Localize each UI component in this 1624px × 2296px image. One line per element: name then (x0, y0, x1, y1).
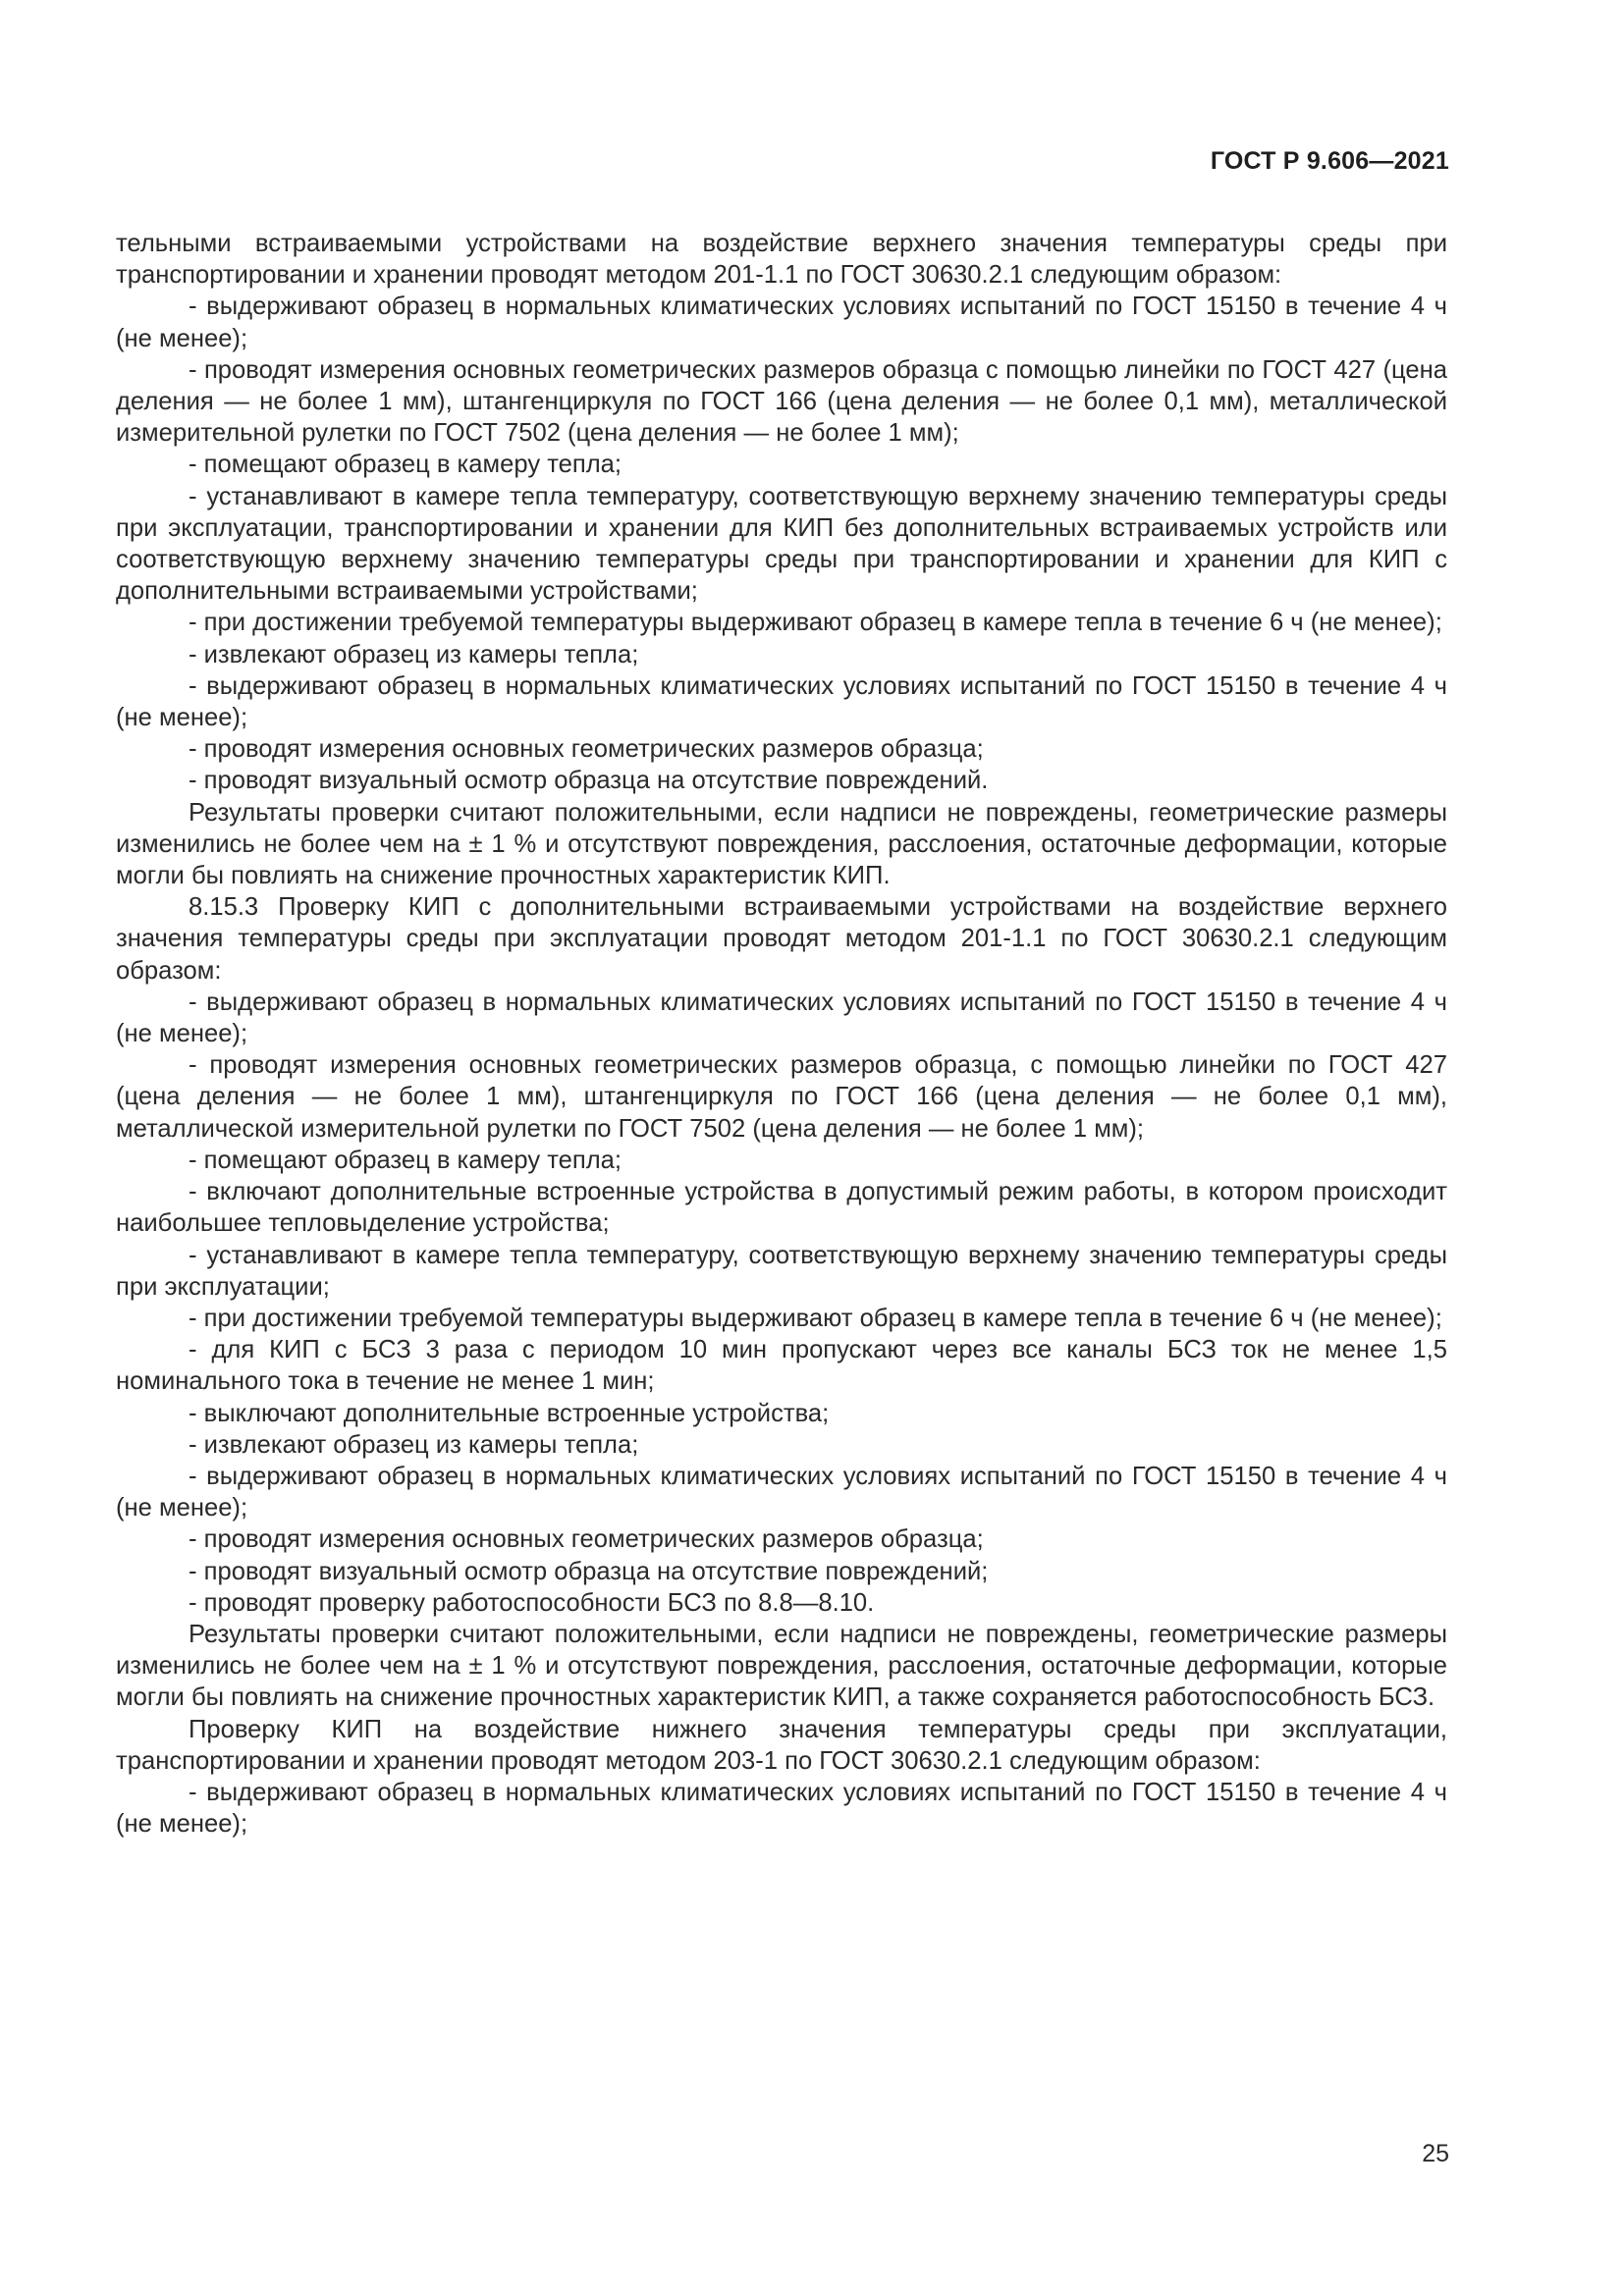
list-item: - проводят проверку работоспособности БСЗ по 8.8—8.10. (189, 1588, 875, 1617)
list-item: - помещают образец в камеру тепла; (189, 1146, 623, 1174)
results-paragraph: Результаты проверки считают положительными, если надписи не повреждены, геометрические размеры изменились не более чем на ± 1 % и отсутствуют повреждения, расслоения, остаточные деформации, которые могли бы повлиять на снижение прочностных характеристик КИП. (116, 798, 1447, 890)
results-paragraph: Результаты проверки считают положительными, если надписи не повреждены, геометрические размеры изменились не более чем на ± 1 % и отсутствуют повреждения, расслоения, остаточные деформации, которые могли бы повлиять на снижение прочностных характеристик КИП, а также сохраняется работоспособность БСЗ. (116, 1620, 1447, 1712)
list-item: - выключают дополнительные встроенные устройства; (189, 1399, 830, 1427)
document-body (116, 228, 1447, 1840)
list-item: - для КИП с БСЗ 3 раза с периодом 10 мин пропускают через все каналы БСЗ ток не менее 1,5 номинального тока в течение не менее 1 мин; (116, 1336, 1447, 1396)
list-item: - выдерживают образец в нормальных климатических условиях испытаний по ГОСТ 15150 в течение 4 ч (не менее); (116, 293, 1447, 352)
standard-id: ГОСТ Р 9.606—2021 (1210, 147, 1449, 175)
list-item: - выдерживают образец в нормальных климатических условиях испытаний по ГОСТ 15150 в течение 4 ч (не менее); (116, 1462, 1447, 1522)
document-header (1211, 147, 1449, 176)
list-item: - проводят измерения основных геометрических размеров образца с помощью линейки по ГОСТ 427 (цена деления — не более 1 мм), штангенциркуля по ГОСТ 166 (цена деления — не более 0,1 мм), металлической измерительной рулетки по ГОСТ 7502 (цена деления — не более 1 мм); (116, 355, 1447, 448)
list-item: - при достижении требуемой температуры выдерживают образец в камере тепла в течение 6 ч (не менее); (189, 609, 1442, 637)
list-item: - включают дополнительные встроенные устройства в допустимый режим работы, в котором происходит наибольшее тепловыделение устройства; (116, 1178, 1447, 1238)
section-8-15-3: 8.15.3 Проверку КИП с дополнительными встраиваемыми устройствами на воздействие верхнего значения температуры среды при эксплуатации проводят методом 201-1.1 по ГОСТ 30630.2.1 следующим образом: (116, 893, 1447, 985)
list-item: - устанавливают в камере тепла температуру, соответствующую верхнему значению температуры среды при эксплуатации; (116, 1241, 1447, 1301)
list-item: - проводят измерения основных геометрических размеров образца; (189, 735, 984, 764)
paragraph-0: тельными встраиваемыми устройствами на воздействие верхнего значения температуры среды при транспортировании и хранении проводят методом 201-1.1 по ГОСТ 30630.2.1 следующим образом: (116, 230, 1447, 290)
list-item: - проводят измерения основных геометрических размеров образца; (189, 1525, 984, 1554)
list-item: - проводят визуальный осмотр образца на отсутствие повреждений. (189, 767, 989, 795)
list-item: - выдерживают образец в нормальных климатических условиях испытаний по ГОСТ 15150 в течение 4 ч (не менее); (116, 988, 1447, 1048)
list-item: - устанавливают в камере тепла температуру, соответствующую верхнему значению температуры среды при эксплуатации, транспортировании и хранении для КИП без дополнительных встраиваемых устройств или соответствующую верхнему значению температуры среды при транспортировании и хранении для КИП с дополнительными встраиваемыми устройствами; (116, 482, 1447, 606)
page-number: 25 (1422, 2140, 1449, 2167)
low-temperature-paragraph: Проверку КИП на воздействие нижнего значения температуры среды при эксплуатации, транспортировании и хранении проводят методом 203-1 по ГОСТ 30630.2.1 следующим образом: (116, 1715, 1447, 1775)
list-item: - извлекают образец из камеры тепла; (189, 640, 639, 668)
list-item: - выдерживают образец в нормальных климатических условиях испытаний по ГОСТ 15150 в течение 4 ч (не менее); (116, 671, 1447, 732)
list-item: - при достижении требуемой температуры выдерживают образец в камере тепла в течение 6 ч (не менее); (189, 1304, 1442, 1332)
list-item: - проводят визуальный осмотр образца на отсутствие повреждений; (189, 1557, 989, 1585)
list-item: - извлекают образец из камеры тепла; (189, 1430, 639, 1459)
list-item: - помещают образец в камеру тепла; (189, 451, 623, 479)
list-item: - проводят измерения основных геометрических размеров образца, с помощью линейки по ГОСТ 427 (цена деления — не более 1 мм), штангенциркуля по ГОСТ 166 (цена деления — не более 0,1 мм), металлической измерительной рулетки по ГОСТ 7502 (цена деления — не более 1 мм); (116, 1051, 1447, 1143)
list-item: - выдерживают образец в нормальных климатических условиях испытаний по ГОСТ 15150 в течение 4 ч (не менее); (116, 1778, 1447, 1839)
